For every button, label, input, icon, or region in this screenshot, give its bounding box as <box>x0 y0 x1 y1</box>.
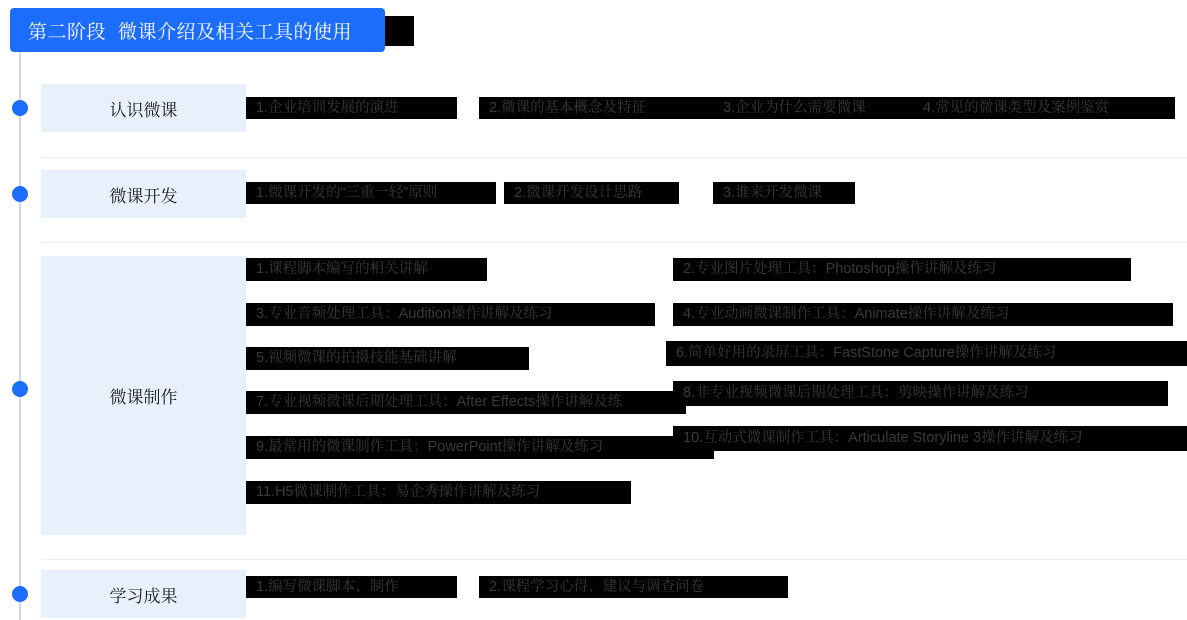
list-item[interactable]: 11.H5微课制作工具：易企秀操作讲解及练习 <box>246 481 631 504</box>
section-title-3[interactable] <box>41 256 246 535</box>
list-item[interactable]: 9.最常用的微课制作工具：PowerPoint操作讲解及练习 <box>246 436 714 459</box>
list-item[interactable]: 5.视频微课的拍摄技能基础讲解 <box>246 347 529 370</box>
list-item[interactable]: 2.微课的基本概念及特征 <box>479 97 713 119</box>
list-item[interactable]: 1.编写微课脚本、制作 <box>246 576 457 598</box>
list-item[interactable]: 3.谁来开发微课 <box>713 182 855 204</box>
stage-header-banner <box>10 8 385 52</box>
section-title-2[interactable] <box>41 170 246 218</box>
section-title-3-label: 微课制作 <box>109 388 178 407</box>
section-divider-2 <box>41 242 1187 243</box>
list-item[interactable]: 1.微课开发的“三重一轻”原则 <box>246 182 496 204</box>
section-title-4-label: 学习成果 <box>109 586 178 606</box>
list-item[interactable]: 7.专业视频微课后期处理工具：After Effects操作讲解及练 <box>246 391 686 414</box>
section-divider-1 <box>41 157 1187 158</box>
timeline-dot-1 <box>12 100 28 116</box>
section-title-2-label: 微课开发 <box>109 186 178 206</box>
list-item[interactable]: 3.专业音频处理工具：Audition操作讲解及练习 <box>246 303 655 326</box>
list-item[interactable]: 2.微课开发设计思路 <box>504 182 679 204</box>
list-item[interactable]: 3.企业为什么需要微课 <box>713 97 913 119</box>
section-divider-3 <box>41 559 1187 560</box>
list-item[interactable]: 4.专业动画微课制作工具：Animate操作讲解及练习 <box>673 303 1173 326</box>
section-title-1[interactable] <box>41 84 246 132</box>
list-item[interactable]: 8.非专业视频微课后期处理工具：剪映操作讲解及练习 <box>673 381 1168 406</box>
section-title-4[interactable] <box>41 570 246 618</box>
stage-title-label: 微课介绍及相关工具的使用 <box>118 21 353 43</box>
list-item[interactable]: 1.企业培训发展的演进 <box>246 97 457 119</box>
list-item[interactable]: 10.互动式微课制作工具：Articulate Storyline 3操作讲解及练习 <box>673 426 1187 451</box>
timeline-dot-3 <box>12 381 28 397</box>
section-title-1-label: 认识微课 <box>109 100 178 120</box>
timeline-dot-4 <box>12 586 28 602</box>
timeline-axis <box>19 52 21 620</box>
list-item[interactable]: 6.简单好用的录屏工具：FastStone Capture操作讲解及练习 <box>666 341 1187 366</box>
list-item[interactable]: 2.课程学习心得、建议与调查问卷 <box>479 576 788 598</box>
list-item[interactable]: 1.课程脚本编写的相关讲解 <box>246 258 487 281</box>
timeline-dot-2 <box>12 186 28 202</box>
list-item[interactable]: 2.专业图片处理工具：Photoshop操作讲解及练习 <box>673 258 1131 281</box>
stage-number-label: 第二阶段 <box>28 21 107 43</box>
list-item[interactable]: 4.常见的微课类型及案例鉴赏 <box>913 97 1175 119</box>
